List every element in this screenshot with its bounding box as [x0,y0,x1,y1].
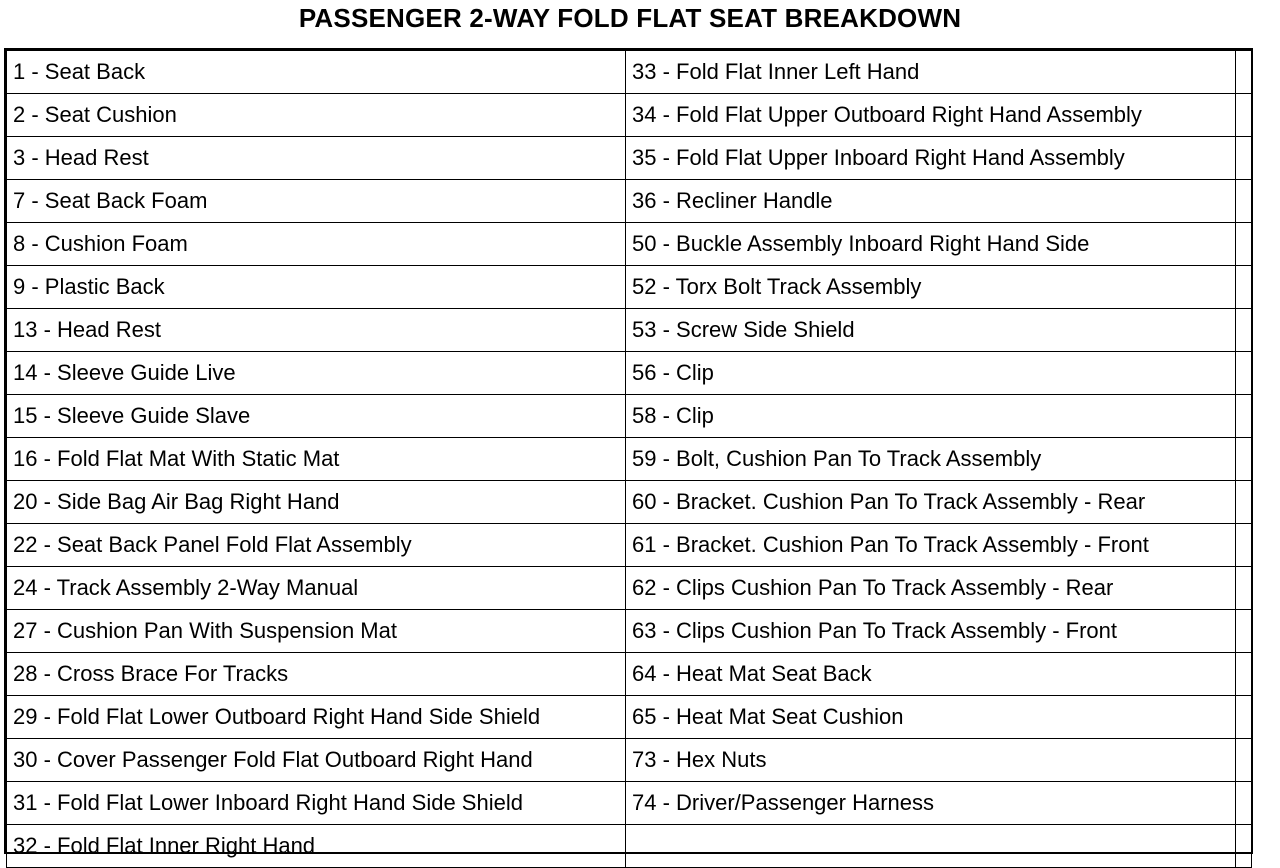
part-left-cell: 28 - Cross Brace For Tracks [7,653,626,696]
part-right-cell: 33 - Fold Flat Inner Left Hand [626,51,1236,94]
part-right-cell: 61 - Bracket. Cushion Pan To Track Assembly - Front [626,524,1236,567]
table-row [7,51,1252,94]
part-left-cell: 14 - Sleeve Guide Live [7,352,626,395]
part-left-cell: 8 - Cushion Foam [7,223,626,266]
part-left-cell: 22 - Seat Back Panel Fold Flat Assembly [7,524,626,567]
blank-edge-cell [1236,653,1252,696]
part-right-cell: 36 - Recliner Handle [626,180,1236,223]
blank-edge-cell [1236,352,1252,395]
table-row [7,653,1252,696]
blank-edge-cell [1236,223,1252,266]
part-left-cell: 20 - Side Bag Air Bag Right Hand [7,481,626,524]
part-left-cell: 32 - Fold Flat Inner Right Hand [7,825,626,868]
blank-edge-cell [1236,266,1252,309]
part-left-cell: 7 - Seat Back Foam [7,180,626,223]
parts-table-body [7,51,1252,868]
part-right-cell: 50 - Buckle Assembly Inboard Right Hand Side [626,223,1236,266]
part-right-cell: 34 - Fold Flat Upper Outboard Right Hand Assembly [626,94,1236,137]
part-right-cell: 59 - Bolt, Cushion Pan To Track Assembly [626,438,1236,481]
part-left-cell: 1 - Seat Back [7,51,626,94]
table-row [7,610,1252,653]
part-left-cell: 16 - Fold Flat Mat With Static Mat [7,438,626,481]
part-right-cell: 62 - Clips Cushion Pan To Track Assembly - Rear [626,567,1236,610]
table-row [7,567,1252,610]
table-row [7,309,1252,352]
part-left-cell: 31 - Fold Flat Lower Inboard Right Hand Side Shield [7,782,626,825]
blank-edge-cell [1236,395,1252,438]
part-right-cell: 52 - Torx Bolt Track Assembly [626,266,1236,309]
part-right-cell: 60 - Bracket. Cushion Pan To Track Assembly - Rear [626,481,1236,524]
part-left-cell: 29 - Fold Flat Lower Outboard Right Hand Side Shield [7,696,626,739]
part-left-cell: 3 - Head Rest [7,137,626,180]
part-left-cell: 9 - Plastic Back [7,266,626,309]
table-row [7,223,1252,266]
blank-edge-cell [1236,739,1252,782]
parts-table-frame [4,48,1253,858]
part-left-cell: 15 - Sleeve Guide Slave [7,395,626,438]
blank-edge-cell [1236,782,1252,825]
table-row [7,438,1252,481]
blank-edge-cell [1236,137,1252,180]
blank-edge-cell [1236,481,1252,524]
table-row [7,739,1252,782]
blank-edge-cell [1236,309,1252,352]
blank-edge-cell [1236,438,1252,481]
table-row [7,825,1252,868]
part-left-cell: 24 - Track Assembly 2-Way Manual [7,567,626,610]
part-right-cell: 35 - Fold Flat Upper Inboard Right Hand Assembly [626,137,1236,180]
blank-edge-cell [1236,567,1252,610]
blank-edge-cell [1236,524,1252,567]
blank-edge-cell [1236,825,1252,868]
table-row [7,352,1252,395]
part-left-cell: 2 - Seat Cushion [7,94,626,137]
part-right-cell: 63 - Clips Cushion Pan To Track Assembly - Front [626,610,1236,653]
part-right-cell: 64 - Heat Mat Seat Back [626,653,1236,696]
table-row [7,137,1252,180]
blank-edge-cell [1236,610,1252,653]
table-row [7,782,1252,825]
part-right-cell: 65 - Heat Mat Seat Cushion [626,696,1236,739]
parts-table [6,50,1252,868]
blank-edge-cell [1236,180,1252,223]
part-right-cell: 56 - Clip [626,352,1236,395]
part-right-cell: 53 - Screw Side Shield [626,309,1236,352]
table-row [7,94,1252,137]
page-title: PASSENGER 2-WAY FOLD FLAT SEAT BREAKDOWN [298,3,962,33]
part-left-cell: 30 - Cover Passenger Fold Flat Outboard Right Hand [7,739,626,782]
table-row [7,180,1252,223]
table-row [7,395,1252,438]
table-row [7,524,1252,567]
table-row [7,696,1252,739]
part-left-cell: 27 - Cushion Pan With Suspension Mat [7,610,626,653]
part-right-cell: 58 - Clip [626,395,1236,438]
table-row [7,266,1252,309]
part-right-cell [626,825,1236,868]
part-left-cell: 13 - Head Rest [7,309,626,352]
part-right-cell: 74 - Driver/Passenger Harness [626,782,1236,825]
part-right-cell: 73 - Hex Nuts [626,739,1236,782]
blank-edge-cell [1236,696,1252,739]
blank-edge-cell [1236,51,1252,94]
table-row [7,481,1252,524]
blank-edge-cell [1236,94,1252,137]
